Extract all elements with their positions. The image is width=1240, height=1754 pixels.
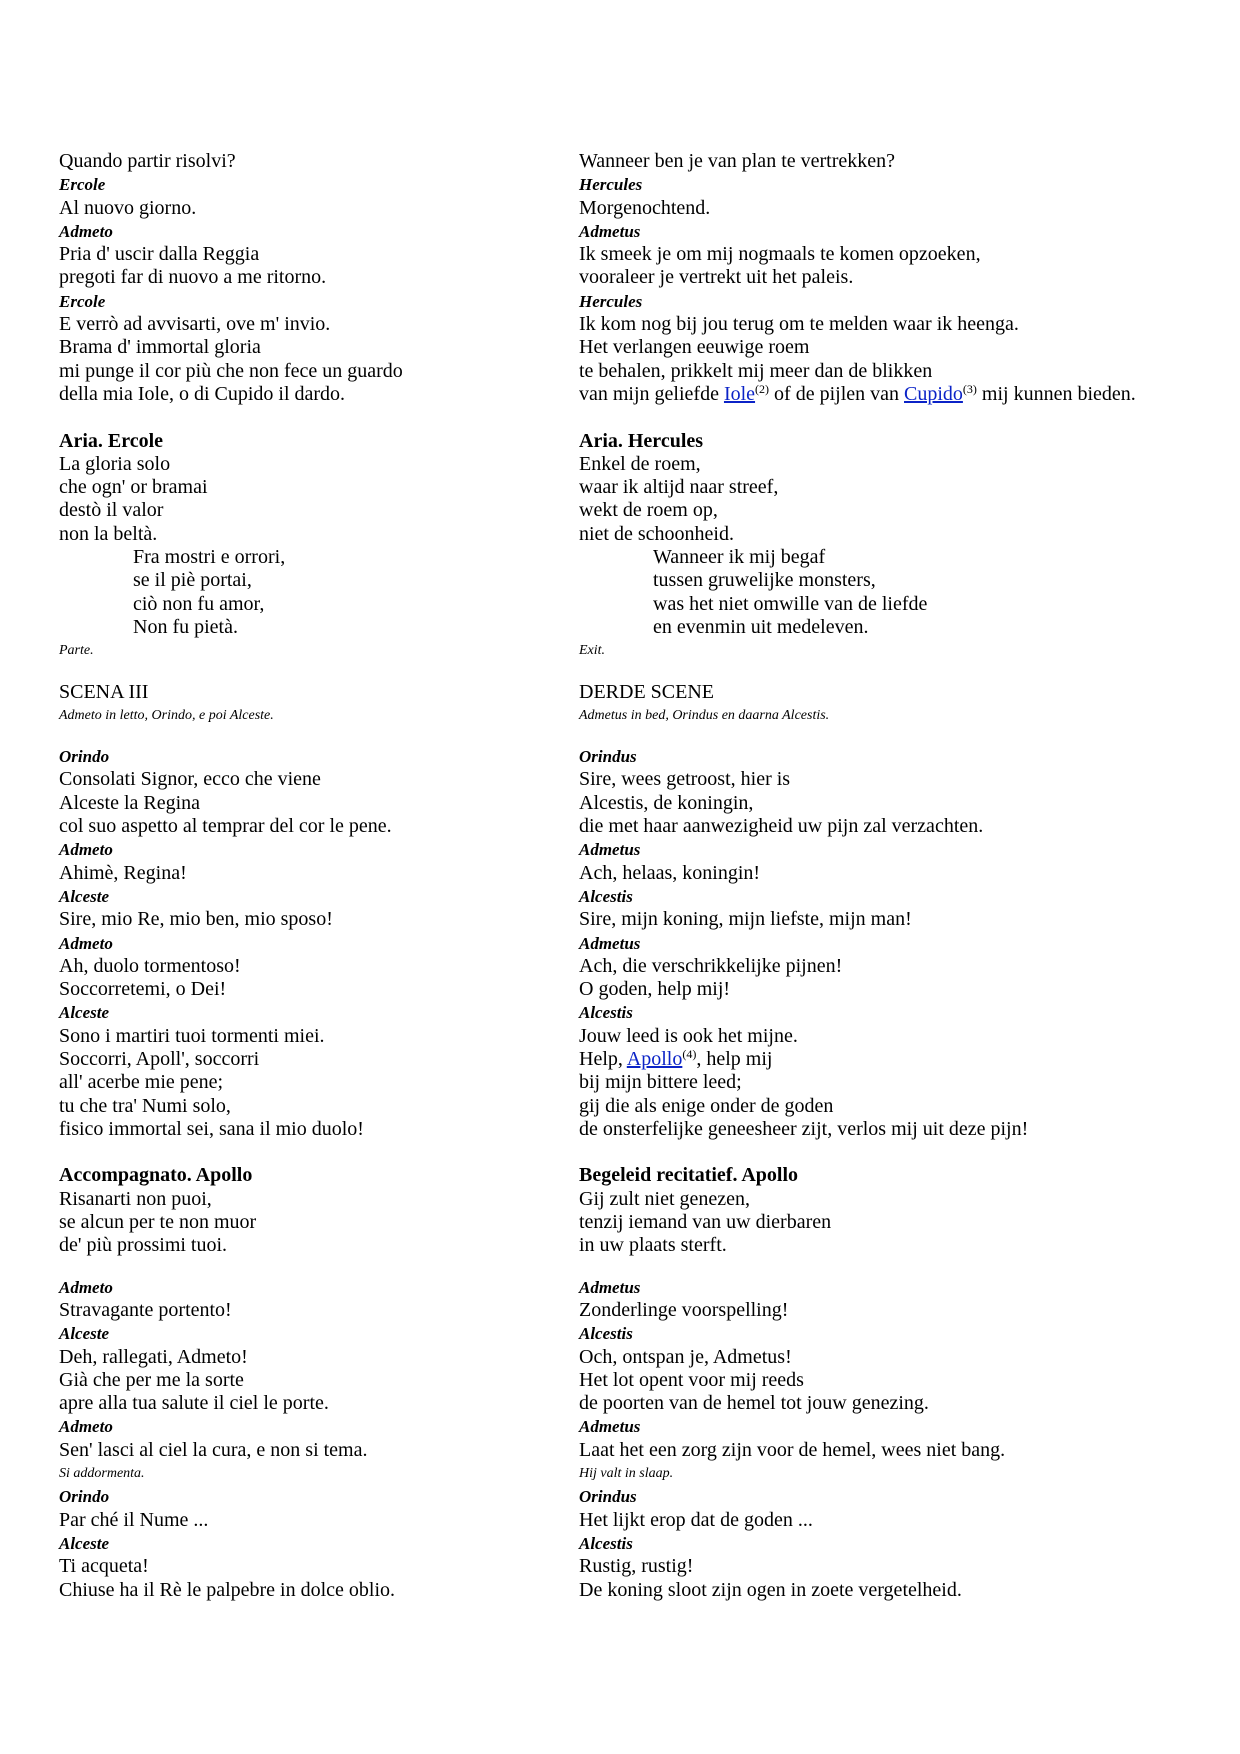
text-run: , help mij [696, 1047, 773, 1070]
text-run: mij kunnen bieden. [976, 382, 1136, 405]
scene-title: DERDE SCENE [579, 680, 714, 703]
indented-verse-line: tussen gruwelijke monsters, [653, 569, 876, 592]
stage-direction: Admetus in bed, Orindus en daarna Alcestis. [579, 707, 830, 723]
verse-line: destò il valor [59, 499, 164, 522]
speaker-name: Hercules [579, 291, 643, 311]
verse-line: Rustig, rustig! [579, 1555, 694, 1578]
verse-line [579, 1048, 1199, 1071]
spacer [59, 406, 629, 429]
verse-line: te behalen, prikkelt mij meer dan de blikken [579, 359, 933, 382]
speaker-name: Alceste [59, 1003, 110, 1023]
verse-line: Och, ontspan je, Admetus! [579, 1345, 792, 1368]
speaker-name: Admetus [579, 1277, 641, 1297]
speaker-name: Alcestis [579, 1003, 633, 1023]
verse-line: all' acerbe mie pene; [59, 1071, 224, 1094]
verse-line: non la beltà. [59, 522, 158, 545]
verse-line: gij die als enige onder de goden [579, 1094, 834, 1117]
verse-line: Ach, helaas, koningin! [579, 861, 761, 884]
stage-direction: Admeto in letto, Orindo, e poi Alceste. [59, 707, 274, 723]
indented-verse-line: Fra mostri e orrori, [133, 546, 286, 569]
verse-line: Chiuse ha il Rè le palpebre in dolce oblio. [59, 1578, 396, 1601]
verse-line: tu che tra' Numi solo, [59, 1094, 231, 1117]
verse-line: niet de schoonheid. [579, 522, 734, 545]
speaker-name: Admeto [59, 840, 113, 860]
verse-line: apre alla tua salute il ciel le porte. [59, 1392, 329, 1415]
speaker-name: Admetus [579, 933, 641, 953]
verse-line: bij mijn bittere leed; [579, 1071, 742, 1094]
verse-line: Sire, wees getroost, hier is [579, 768, 791, 791]
indented-verse-line: was het niet omwille van de liefde [653, 592, 928, 615]
verse-line: Het lot opent voor mij reeds [579, 1368, 804, 1391]
verse-line: Gij zult niet genezen, [579, 1187, 751, 1210]
verse-line: Ach, die verschrikkelijke pijnen! [579, 954, 843, 977]
verse-line: Het lijkt erop dat de goden ... [579, 1508, 813, 1531]
section-heading: Begeleid recitatief. Apollo [579, 1164, 799, 1187]
verse-line: Consolati Signor, ecco che viene [59, 768, 321, 791]
spacer [579, 1258, 1199, 1276]
verse-line: Ik kom nog bij jou terug om te melden waar ik heenga. [579, 313, 1019, 336]
footnote-marker: (3) [962, 381, 977, 396]
stage-direction: Si addormenta. [59, 1466, 145, 1482]
speaker-name: Alceste [59, 1324, 110, 1344]
italian-column [59, 150, 629, 1602]
verse-line: col suo aspetto al temprar del cor le pene. [59, 815, 392, 838]
text-run: Help, [579, 1047, 627, 1070]
verse-line [579, 383, 1199, 406]
section-heading: Aria. Hercules [579, 429, 704, 452]
verse-line: Morgenochtend. [579, 196, 711, 219]
verse-line: Soccorri, Apoll', soccorri [59, 1047, 260, 1070]
indented-verse-line: Wanneer ik mij begaf [653, 546, 826, 569]
spacer [579, 727, 1199, 745]
text-run: van mijn geliefde [579, 382, 724, 405]
verse-line: Laat het een zorg zijn voor de hemel, wees niet bang. [579, 1438, 1006, 1461]
verse-line: E verrò ad avvisarti, ove m' invio. [59, 313, 331, 336]
verse-line: de poorten van de hemel tot jouw genezing. [579, 1392, 929, 1415]
verse-line: Enkel de roem, [579, 452, 701, 475]
verse-line: fisico immortal sei, sana il mio duolo! [59, 1117, 364, 1140]
verse-line: De koning sloot zijn ogen in zoete vergetelheid. [579, 1578, 962, 1601]
speaker-name: Admeto [59, 221, 113, 241]
verse-line: mi punge il cor più che non fece un guardo [59, 359, 403, 382]
speaker-name: Admetus [579, 221, 641, 241]
spacer [59, 1141, 629, 1164]
text-run: of de pijlen van [769, 382, 905, 405]
verse-line: Wanneer ben je van plan te vertrekken? [579, 150, 896, 172]
stage-direction: Exit. [579, 643, 606, 659]
scene-title: SCENA III [59, 680, 149, 703]
verse-line: pregoti far di nuovo a me ritorno. [59, 266, 327, 289]
verse-line: waar ik altijd naar streef, [579, 476, 779, 499]
verse-line: Brama d' immortal gloria [59, 336, 261, 359]
speaker-name: Alcestis [579, 1324, 633, 1344]
speaker-name: Admeto [59, 1277, 113, 1297]
verse-line: La gloria solo [59, 452, 171, 475]
speaker-name: Hercules [579, 175, 643, 195]
verse-line: Ahimè, Regina! [59, 861, 187, 884]
verse-line: che ogn' or bramai [59, 476, 208, 499]
verse-line: de onsterfelijke geneesheer zijt, verlos mij uit deze pijn! [579, 1117, 1029, 1140]
verse-line: Sono i martiri tuoi tormenti miei. [59, 1024, 325, 1047]
verse-line: Soccorretemi, o Dei! [59, 978, 227, 1001]
indented-verse-line: ciò non fu amor, [133, 592, 265, 615]
verse-line: Alceste la Regina [59, 791, 201, 814]
verse-line: die met haar aanwezigheid uw pijn zal verzachten. [579, 815, 984, 838]
verse-line: Quando partir risolvi? [59, 150, 236, 172]
verse-line: wekt de roem op, [579, 499, 718, 522]
verse-line: Ik smeek je om mij nogmaals te komen opzoeken, [579, 243, 981, 266]
indented-verse-line: se il piè portai, [133, 569, 252, 592]
verse-line: Alcestis, de koningin, [579, 791, 754, 814]
spacer [579, 1141, 1199, 1164]
verse-line: de' più prossimi tuoi. [59, 1234, 228, 1257]
verse-line: Sire, mio Re, mio ben, mio sposo! [59, 908, 333, 931]
verse-line: Pria d' uscir dalla Reggia [59, 243, 260, 266]
stage-direction: Hij valt in slaap. [579, 1466, 674, 1482]
verse-line: Deh, rallegati, Admeto! [59, 1345, 248, 1368]
reference-link[interactable]: Iole [723, 382, 756, 405]
speaker-name: Orindo [59, 1487, 110, 1507]
verse-line: Già che per me la sorte [59, 1368, 244, 1391]
footnote-marker: (4) [682, 1046, 697, 1061]
verse-line: Ti acqueta! [59, 1555, 149, 1578]
indented-verse-line: Non fu pietà. [133, 615, 238, 638]
section-heading: Aria. Ercole [59, 429, 164, 452]
spacer [59, 663, 629, 681]
verse-line: Al nuovo giorno. [59, 196, 197, 219]
spacer [579, 663, 1199, 681]
speaker-name: Admetus [579, 1417, 641, 1437]
verse-line: se alcun per te non muor [59, 1211, 257, 1234]
spacer [59, 727, 629, 745]
speaker-name: Orindus [579, 1487, 637, 1507]
verse-line: Het verlangen eeuwige roem [579, 336, 810, 359]
speaker-name: Admetus [579, 840, 641, 860]
dutch-column [579, 150, 1199, 1602]
verse-line: Sen' lasci al ciel la cura, e non si tema. [59, 1438, 368, 1461]
speaker-name: Orindo [59, 747, 110, 767]
reference-link[interactable]: Cupido [904, 382, 963, 405]
speaker-name: Alcestis [579, 886, 633, 906]
speaker-name: Ercole [59, 291, 106, 311]
verse-line: Sire, mijn koning, mijn liefste, mijn man! [579, 908, 912, 931]
verse-line: in uw plaats sterft. [579, 1234, 727, 1257]
verse-line: della mia Iole, o di Cupido il dardo. [59, 382, 346, 405]
verse-line: vooraleer je vertrekt uit het paleis. [579, 266, 854, 289]
section-heading: Accompagnato. Apollo [59, 1164, 253, 1187]
speaker-name: Alcestis [579, 1533, 633, 1553]
speaker-name: Admeto [59, 1417, 113, 1437]
speaker-name: Alceste [59, 886, 110, 906]
footnote-marker: (2) [755, 381, 770, 396]
speaker-name: Admeto [59, 933, 113, 953]
verse-line: tenzij iemand van uw dierbaren [579, 1211, 832, 1234]
stage-direction: Parte. [59, 643, 94, 659]
speaker-name: Alceste [59, 1533, 110, 1553]
verse-line: Zonderlinge voorspelling! [579, 1298, 789, 1321]
spacer [579, 406, 1199, 429]
verse-line: Jouw leed is ook het mijne. [579, 1024, 798, 1047]
verse-line: O goden, help mij! [579, 978, 731, 1001]
spacer [59, 1258, 629, 1276]
verse-line: Stravagante portento! [59, 1298, 232, 1321]
reference-link[interactable]: Apollo [626, 1047, 683, 1070]
speaker-name: Orindus [579, 747, 637, 767]
verse-line: Risanarti non puoi, [59, 1187, 212, 1210]
indented-verse-line: en evenmin uit medeleven. [653, 615, 869, 638]
verse-line: Ah, duolo tormentoso! [59, 954, 241, 977]
verse-line: Par ché il Nume ... [59, 1508, 209, 1531]
speaker-name: Ercole [59, 175, 106, 195]
